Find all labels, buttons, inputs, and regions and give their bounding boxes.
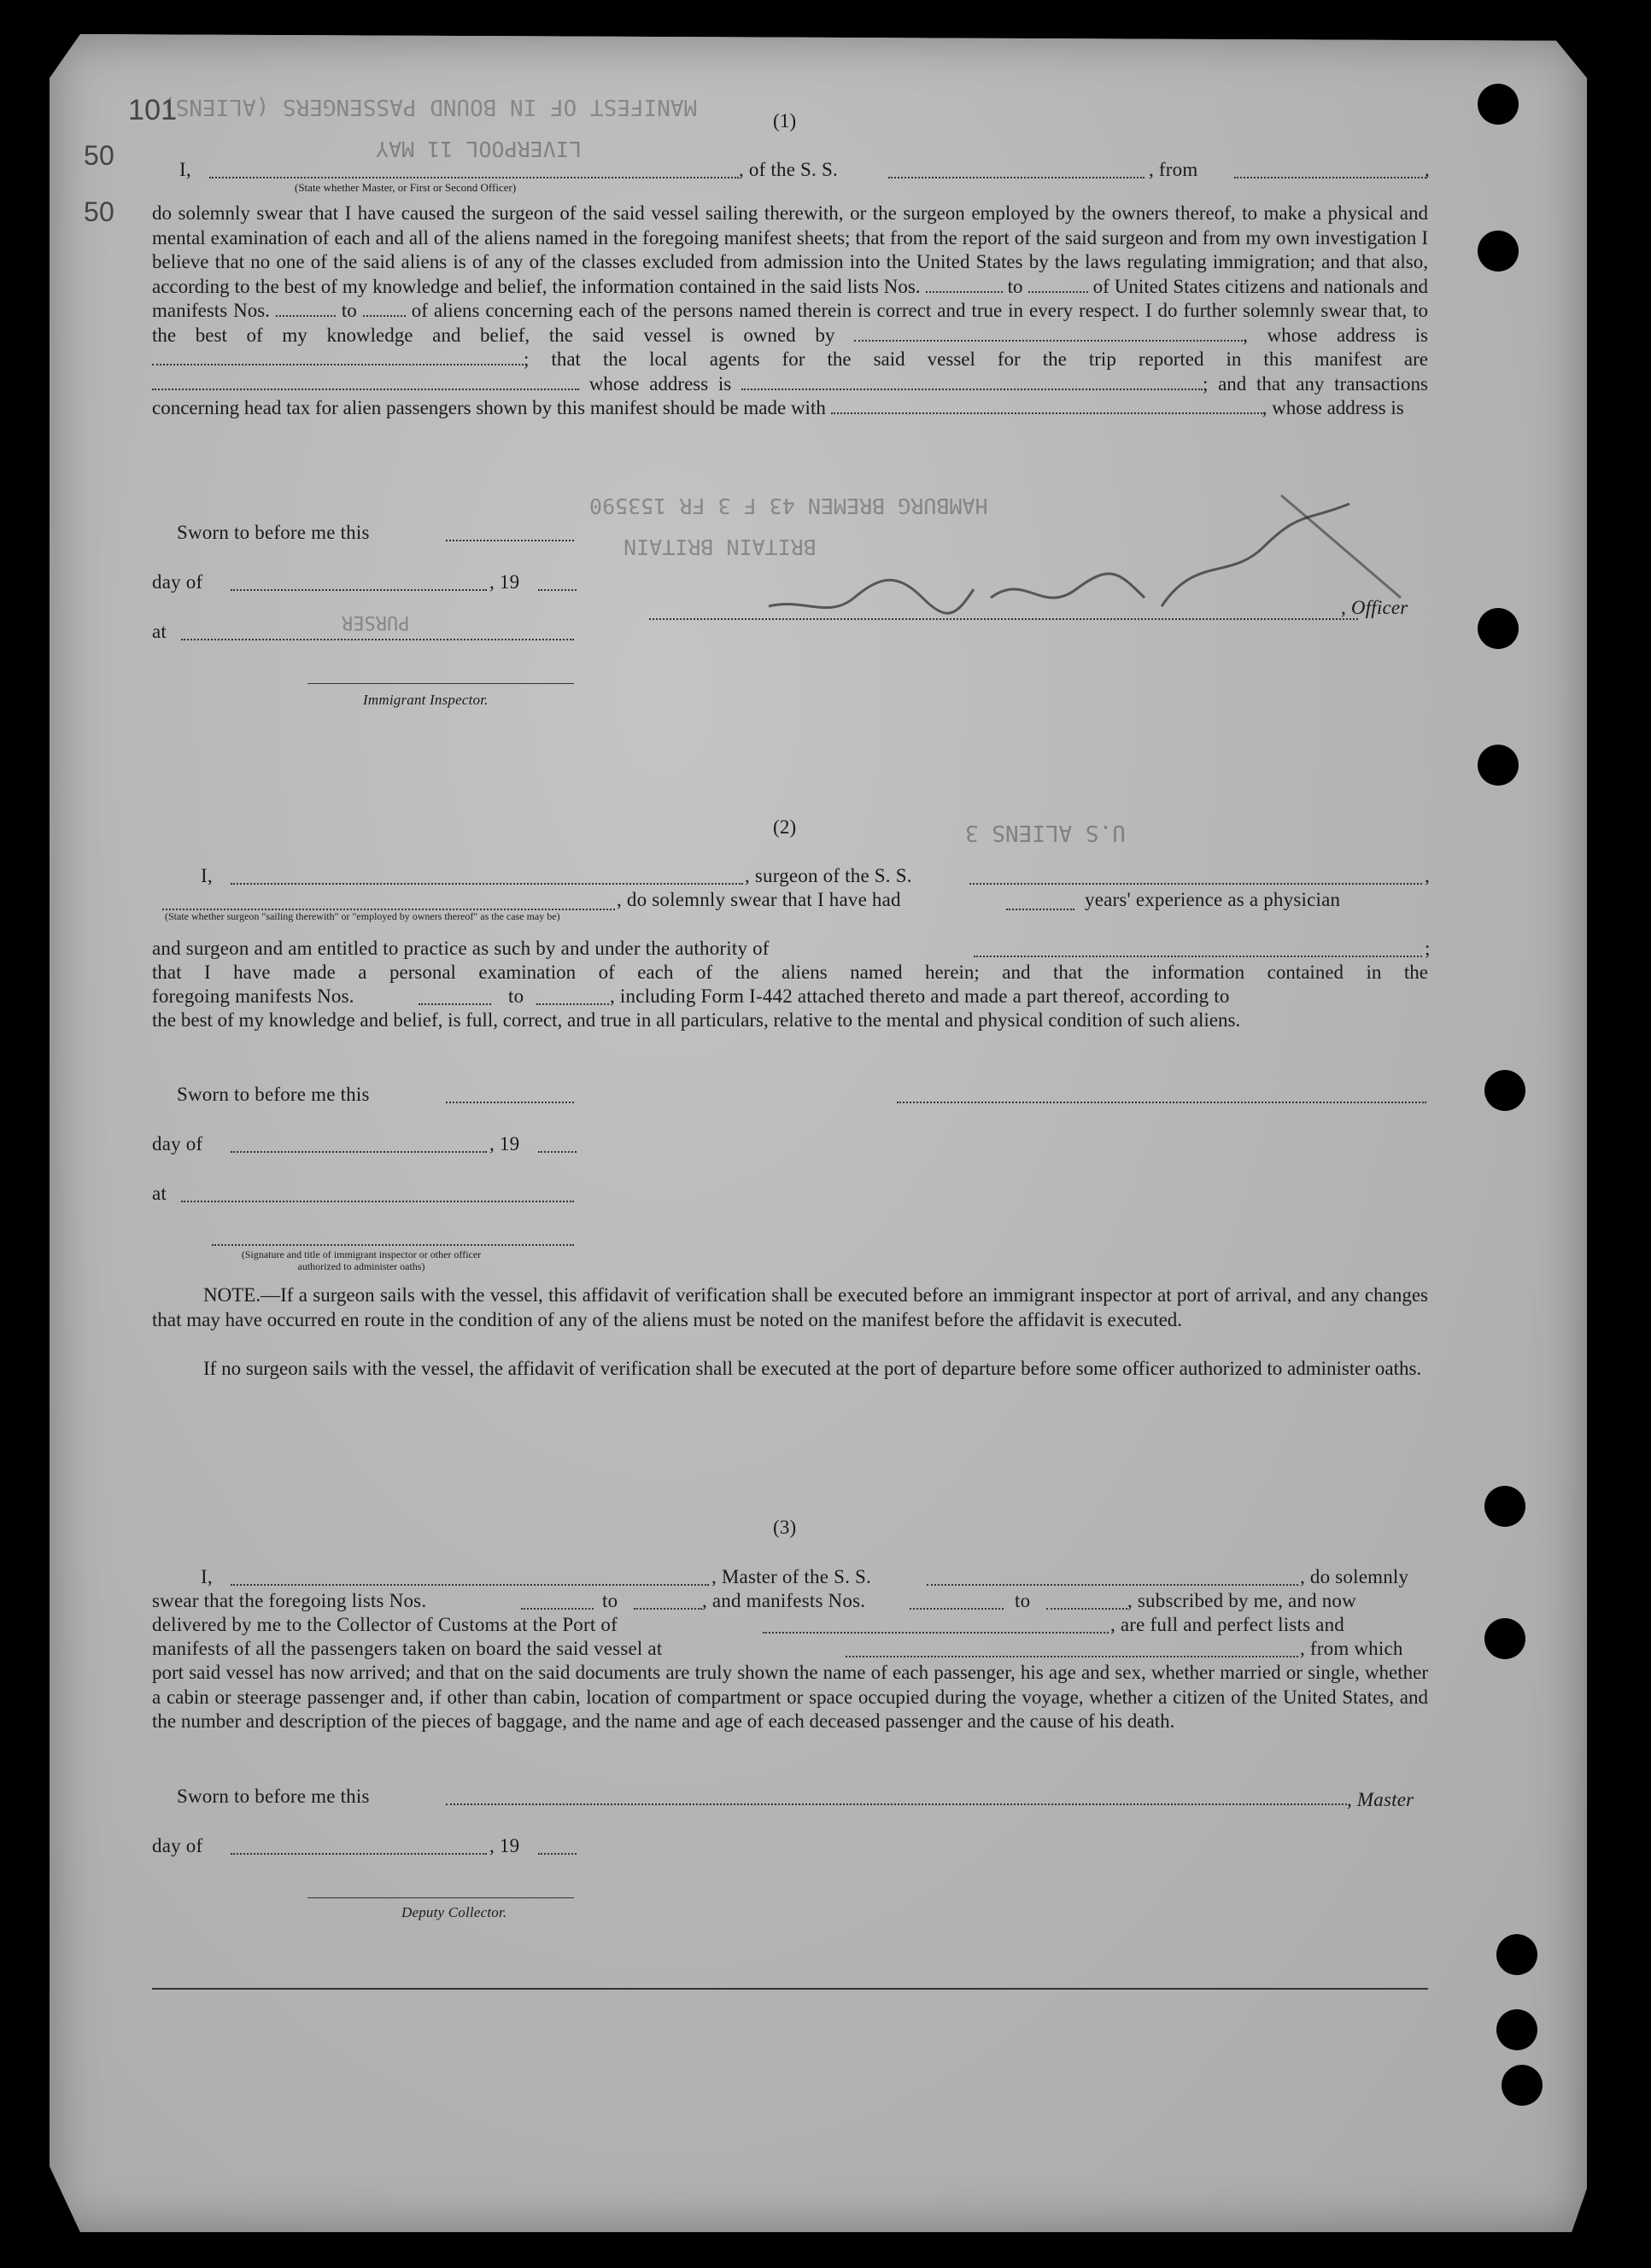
bleed-through-text: LIVERPOOL 11 MAY (376, 137, 582, 161)
sworn-field[interactable] (446, 1802, 1347, 1805)
at-field[interactable] (181, 1199, 574, 1202)
subscribed-label: , subscribed by me, and now (1127, 1590, 1356, 1611)
vessel-field[interactable] (969, 881, 1422, 885)
section-3-text: port said vessel has now arrived; and that on the said documents are truly shown the name of each passenger, his age and sex, whether married or single, whether a cabin or steerage passenger and, if other than cabin, location of compartment or space occupied during the voyage, whether a citizen of the United States, and the number and description of the pieces of baggage, and the name and age of each deceased passenger and the cause of his death. (152, 1662, 1428, 1732)
bleed-through-text: BRITAIN BRITAIN (624, 535, 817, 559)
manifest-to-field[interactable] (536, 1002, 609, 1005)
from-label: , from (1149, 159, 1198, 180)
year-field[interactable] (538, 1149, 577, 1153)
list-from-field[interactable] (521, 1606, 594, 1610)
punch-hole (1484, 1070, 1525, 1111)
at-label: at (152, 621, 167, 642)
years-label: years' experience as a physician (1085, 889, 1341, 910)
port-field[interactable] (763, 1630, 1109, 1634)
rank-caption: (State whether Master, or First or Second Officer) (295, 181, 517, 194)
bottom-rule (152, 1988, 1428, 1990)
day-of-label: day of (152, 571, 203, 593)
year-field[interactable] (538, 1851, 577, 1855)
manifest-from-field[interactable] (419, 1002, 491, 1005)
officer-label: , Officer (1341, 597, 1408, 618)
master-of-label: , Master of the S. S. (711, 1566, 871, 1587)
from-field[interactable] (1234, 175, 1426, 178)
deputy-label: Deputy Collector. (401, 1904, 507, 1920)
manifest-to-field[interactable] (1046, 1606, 1127, 1610)
section-1-oath: do solemnly swear that I have caused the surgeon of the said vessel sailing therewith, or the surgeon employed by the owners thereof, to make a physical and mental examination of each and all of the aliens named in the foregoing manifest sheets; that from the report of the said surgeon and from my own investigation I believe that no one of the said aliens is of any of the classes excluded from admission into the United States by the laws regulating immigration; and that also, according to the best of my knowledge and belief, the information contained in the said lists Nos. to of United States citizens and nationals and manifests Nos. to of aliens concerning each of the persons named therein is correct and true in every respect. I do further solemnly swear that, to the best of my knowledge and belief, the said vessel is owned by , whose address is ; that the local agents for the said vessel for the trip reported in this manifest are whose address is ; and that any transactions concerning head tax for alien passengers shown by this manifest should be made with , whose address is (152, 202, 1429, 418)
vessel-field[interactable] (927, 1582, 1298, 1586)
to-label: to (1015, 1590, 1031, 1611)
note-text: NOTE.—If a surgeon sails with the vessel, this affidavit of verification shall be executed before an immigrant inspector at port of arrival, and any changes that may have occurred en route in the condition of any of the aliens must be noted on the manifest before the affidavit is executed. (152, 1284, 1428, 1330)
punch-hole (1478, 608, 1519, 649)
sworn-label: Sworn to before me this (177, 1786, 370, 1807)
punch-hole (1496, 1934, 1537, 1975)
swear-label: , do solemnly swear that I have had (617, 889, 901, 910)
margin-number: 50 (84, 196, 114, 227)
punch-hole (1496, 2009, 1537, 2050)
section-2-text: the best of my knowledge and belief, is full, correct, and true in all particulars, relative to the mental and physical condition of such aliens. (152, 1009, 1241, 1031)
bleed-through-text: HAMBURG BREMEN 43 F 3 FR 153590 (589, 494, 988, 518)
margin-stamp: 101 (128, 94, 178, 126)
surgeon-name-field[interactable] (231, 881, 743, 885)
day-field[interactable] (231, 1149, 487, 1153)
master-name-field[interactable] (231, 1582, 709, 1586)
year-label: , 19 (489, 571, 520, 593)
year-label: , 19 (489, 1835, 520, 1856)
manifests-label: , and manifests Nos. (702, 1590, 866, 1611)
officer-signature-scribble (752, 470, 1418, 640)
rank-field[interactable] (209, 175, 739, 178)
vessel-field[interactable] (888, 175, 1145, 178)
surgeon-type-caption: (State whether surgeon "sailing therewith" or "employed by owners thereof" as the case may be) (165, 910, 560, 922)
lists-label: swear that the foregoing lists Nos. (152, 1590, 427, 1611)
punch-hole (1502, 2065, 1543, 2106)
bleed-through-text: PURSER (342, 611, 410, 633)
officer-caption: (Signature and title of immigrant inspector or other officer authorized to administer oaths) (241, 1248, 482, 1272)
surgeon-of-label: , surgeon of the S. S. (745, 865, 912, 886)
boarded-field[interactable] (846, 1654, 1298, 1657)
sworn-label: Sworn to before me this (177, 1084, 370, 1105)
from-which-label: , from which (1300, 1638, 1403, 1659)
at-label: at (152, 1183, 167, 1204)
collector-label: delivered by me to the Collector of Customs at the Port of (152, 1614, 618, 1635)
line-i: I, (201, 865, 213, 886)
inspector-label: Immigrant Inspector. (363, 692, 489, 708)
inspector-line (307, 683, 574, 684)
day-field[interactable] (231, 587, 487, 591)
swear-label: , do solemnly (1300, 1566, 1409, 1587)
to-label: to (508, 985, 524, 1007)
lists-label: , are full and perfect lists and (1110, 1614, 1344, 1635)
line-i: I, (179, 159, 191, 180)
day-field[interactable] (231, 1851, 487, 1855)
sworn-label: Sworn to before me this (177, 522, 370, 543)
section-2-text: that I have made a personal examination of each of the aliens named herein; and that the information contained in the (152, 962, 1428, 983)
punch-hole (1478, 231, 1519, 272)
line-end: , (1425, 865, 1430, 886)
margin-number: 50 (84, 140, 114, 171)
surgeon-signature-field[interactable] (897, 1100, 1426, 1103)
bleed-through-text: U.S ALIENS 3 (965, 820, 1126, 845)
manifest-from-field[interactable] (910, 1606, 1004, 1610)
section-3-number: (3) (773, 1517, 797, 1538)
authority-field[interactable] (974, 954, 1422, 957)
to-label: to (602, 1590, 618, 1611)
section-1-number: (1) (773, 110, 797, 132)
bleed-through-header: MANIFEST OF IN BOUND PASSENGERS (ALIENS) (162, 94, 698, 120)
punch-hole (1484, 1618, 1525, 1659)
note-text: If no surgeon sails with the vessel, the affidavit of verification shall be executed at the port of departure before some officer authorized to administer oaths. (203, 1358, 1422, 1379)
officer-signature-field[interactable] (212, 1242, 574, 1246)
manifests-label: foregoing manifests Nos. (152, 985, 354, 1007)
line-end: ; (1425, 938, 1431, 959)
year-field[interactable] (538, 587, 577, 591)
year-label: , 19 (489, 1133, 520, 1154)
list-to-field[interactable] (634, 1606, 702, 1610)
punch-hole (1484, 1486, 1525, 1527)
day-of-label: day of (152, 1835, 203, 1856)
deputy-line (307, 1897, 574, 1898)
years-field[interactable] (1006, 907, 1074, 910)
authority-label: and surgeon and am entitled to practice as such by and under the authority of (152, 938, 770, 959)
section-2-number: (2) (773, 816, 797, 838)
line-end: , (1425, 159, 1430, 180)
day-of-label: day of (152, 1133, 203, 1154)
sworn-field[interactable] (446, 1100, 574, 1103)
form-label: , including Form I-442 attached thereto and made a part thereof, according to (610, 985, 1230, 1007)
punch-hole (1478, 745, 1519, 786)
punch-hole (1478, 84, 1519, 125)
master-label: , Master (1347, 1789, 1414, 1810)
line-i: I, (201, 1566, 213, 1587)
at-field[interactable] (181, 637, 574, 640)
of-ss-label: , of the S. S. (739, 159, 838, 180)
boarded-label: manifests of all the passengers taken on board the said vessel at (152, 1638, 663, 1659)
sworn-field[interactable] (446, 538, 574, 541)
